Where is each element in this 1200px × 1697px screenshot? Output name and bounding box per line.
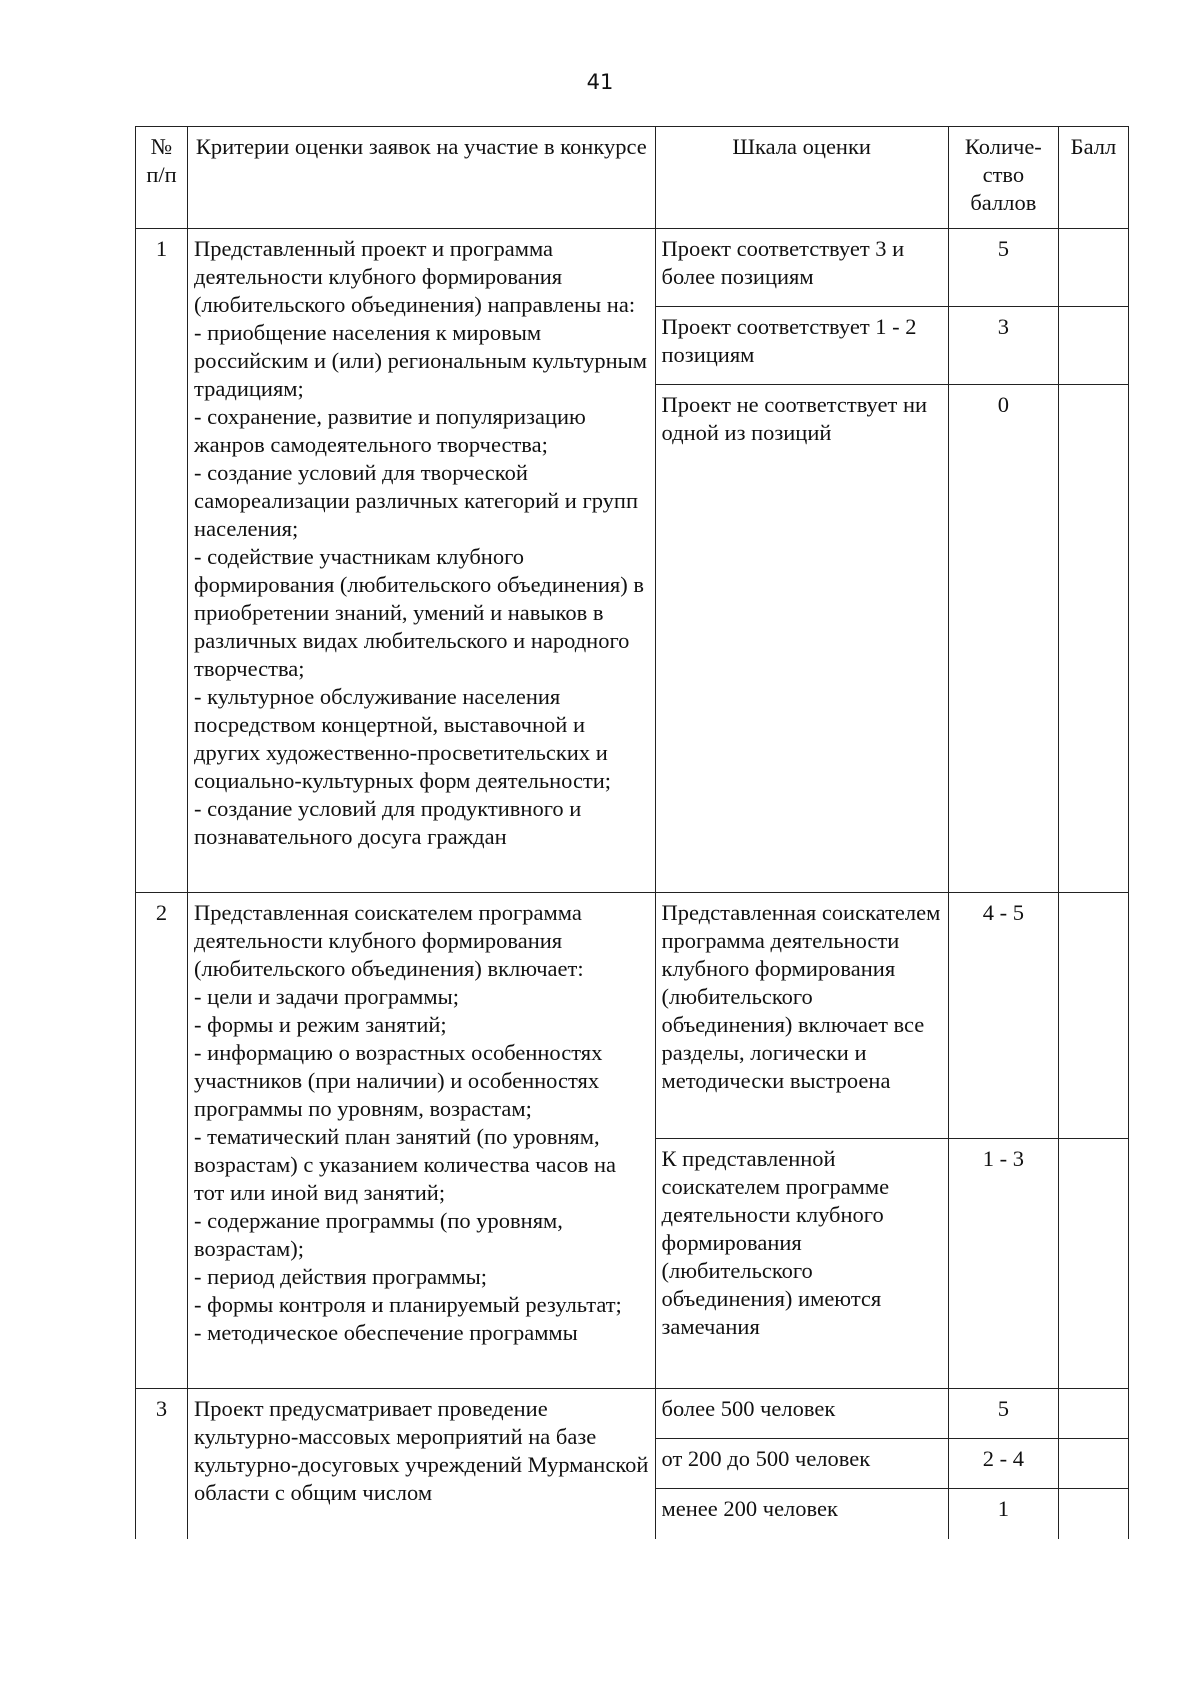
- criteria-line: Проект предусматривает проведение культурно-массовых мероприятий на базе культурно-досуговых учреждений Мурманской области с общим числом: [194, 1396, 649, 1505]
- criteria-line: - информацию о возрастных особенностях участников (при наличии) и особенностях программы по уровням, возрастам;: [194, 1040, 603, 1121]
- points-cell: 3: [948, 307, 1058, 385]
- criteria-line: - методическое обеспечение программы: [194, 1320, 578, 1345]
- score-cell: [1058, 385, 1128, 893]
- criteria-line: - культурное обслуживание населения посредством концертной, выставочной и других художественно-просветительских и социально-культурных форм деятельности;: [194, 684, 612, 793]
- criteria-table: [135, 126, 1129, 1539]
- row-1-num: 1: [136, 229, 188, 893]
- points-cell: 5: [948, 229, 1058, 307]
- criteria-line: - содержание программы (по уровням, возрастам);: [194, 1208, 563, 1261]
- header-score: Балл: [1058, 127, 1128, 229]
- criteria-line: - цели и задачи программы;: [194, 984, 459, 1009]
- points-cell: 1: [948, 1489, 1058, 1539]
- row-3-criteria: [188, 1389, 655, 1539]
- criteria-line: - тематический план занятий (по уровням, возрастам) с указанием количества часов на тот или иной вид занятий;: [194, 1124, 617, 1205]
- score-cell: [1058, 1139, 1128, 1389]
- points-cell: 0: [948, 385, 1058, 893]
- scale-cell: Представленная соискателем программа деятельности клубного формирования (любительского объединения) включает все разделы, логически и методически выстроена: [655, 893, 948, 1139]
- row-3-num: 3: [136, 1389, 188, 1539]
- score-cell: [1058, 1439, 1128, 1489]
- points-cell: 1 - 3: [948, 1139, 1058, 1389]
- score-cell: [1058, 307, 1128, 385]
- score-cell: [1058, 1489, 1128, 1539]
- header-scale: Шкала оценки: [655, 127, 948, 229]
- header-points: Количе-ство баллов: [948, 127, 1058, 229]
- scale-cell: К представленной соискателем программе деятельности клубного формирования (любительского объединения) имеются замечания: [655, 1139, 948, 1389]
- scale-cell: от 200 до 500 человек: [655, 1439, 948, 1489]
- header-criteria: Критерии оценки заявок на участие в конкурсе: [188, 127, 655, 229]
- page-number: 41: [586, 70, 614, 94]
- points-cell: 5: [948, 1389, 1058, 1439]
- header-num: № п/п: [136, 127, 188, 229]
- criteria-line: - период действия программы;: [194, 1264, 487, 1289]
- criteria-line: - формы контроля и планируемый результат;: [194, 1292, 622, 1317]
- criteria-line: Представленный проект и программа деятельности клубного формирования (любительского объединения) направлены на:: [194, 236, 636, 317]
- scale-cell: менее 200 человек: [655, 1489, 948, 1539]
- criteria-line: - приобщение населения к мировым российским и (или) региональным культурным традициям;: [194, 320, 648, 401]
- criteria-line: Представленная соискателем программа деятельности клубного формирования (любительского объединения) включает:: [194, 900, 584, 981]
- scale-cell: более 500 человек: [655, 1389, 948, 1439]
- score-cell: [1058, 893, 1128, 1139]
- points-cell: 4 - 5: [948, 893, 1058, 1139]
- row-2-num: 2: [136, 893, 188, 1389]
- scale-cell: Проект не соответствует ни одной из позиций: [655, 385, 948, 893]
- points-cell: 2 - 4: [948, 1439, 1058, 1489]
- row-1-criteria: [188, 229, 655, 893]
- score-cell: [1058, 1389, 1128, 1439]
- scale-cell: Проект соответствует 3 и более позициям: [655, 229, 948, 307]
- score-cell: [1058, 229, 1128, 307]
- criteria-line: - содействие участникам клубного формирования (любительского объединения) в приобретении знаний, умений и навыков в различных видах любительского и народного творчества;: [194, 544, 644, 681]
- criteria-line: - создание условий для продуктивного и познавательного досуга граждан: [194, 796, 582, 849]
- scale-cell: Проект соответствует 1 - 2 позициям: [655, 307, 948, 385]
- row-2-criteria: [188, 893, 655, 1389]
- criteria-line: - создание условий для творческой самореализации различных категорий и групп населения;: [194, 460, 638, 541]
- criteria-line: - сохранение, развитие и популяризацию жанров самодеятельного творчества;: [194, 404, 586, 457]
- criteria-line: - формы и режим занятий;: [194, 1012, 447, 1037]
